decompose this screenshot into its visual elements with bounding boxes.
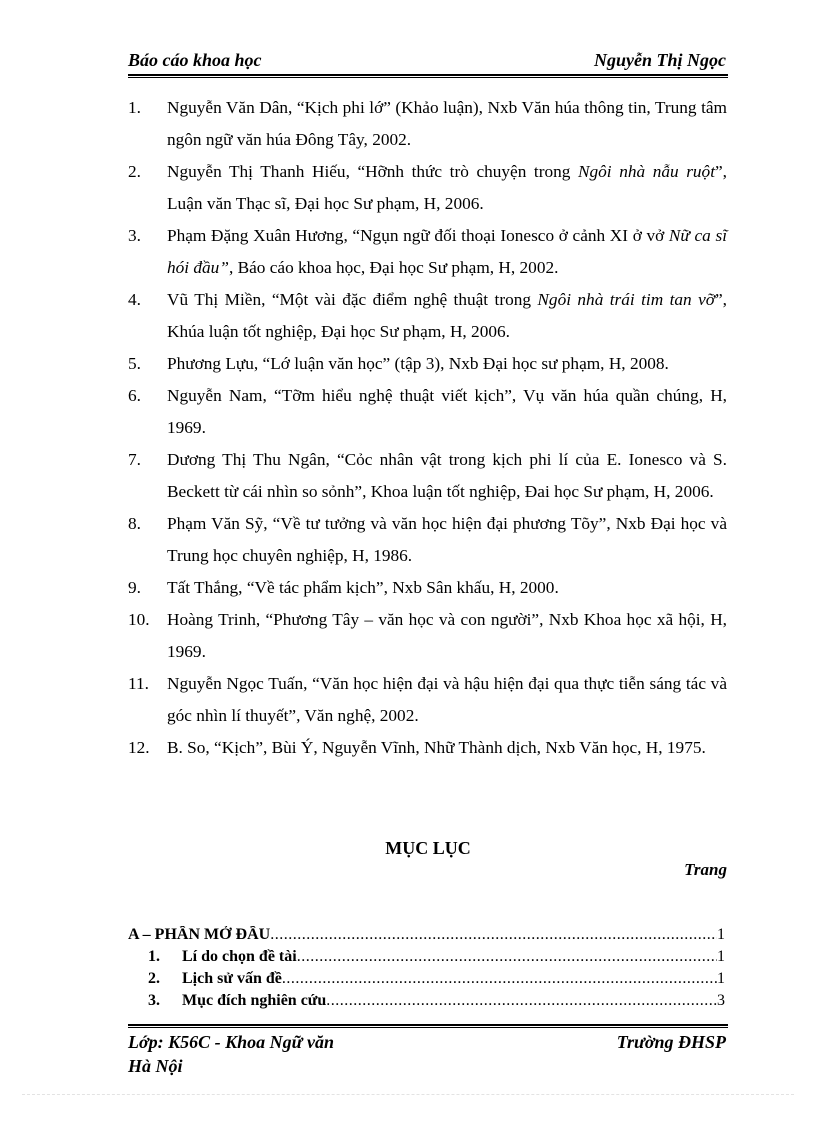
toc-entry-number: 2. [148, 970, 160, 987]
reference-item [128, 572, 727, 604]
reference-item [128, 668, 727, 732]
reference-text: B. So, “Kịch”, Bùi Ý, Nguyễn Vĩnh, Nhữ Thành dịch, Nxb Văn học, H, 1975. [167, 738, 706, 757]
reference-item [128, 604, 727, 668]
toc-entry[interactable] [128, 992, 725, 1014]
footer-school: Trường ĐHSP [616, 1032, 726, 1052]
reference-text-post: ”, Khúa luận tốt nghiệp, Đại học Sư phạm, H, 2006. [167, 290, 727, 341]
reference-text: Nguyễn Ngọc Tuấn, “Văn học hiện đại và hậu hiện đại qua thực tiễn sáng tác và góc nhìn lí thuyết”, Văn nghệ, 2002. [167, 674, 727, 725]
toc-entry-page: 1 [717, 970, 725, 987]
reference-item [128, 380, 727, 444]
table-of-contents [128, 926, 725, 1014]
reference-number: 9. [128, 578, 141, 597]
reference-number: 5. [128, 354, 141, 373]
toc-entry-label: A – PHẦN MỞ ĐẦU [128, 926, 271, 943]
reference-text [167, 156, 727, 220]
reference-text: Tất Thắng, “Về tác phẩm kịch”, Nxb Sân khấu, H, 2000. [167, 578, 559, 597]
reference-number: 6. [128, 386, 141, 405]
reference-item [128, 220, 727, 284]
toc-entry-page: 1 [717, 926, 725, 943]
reference-text: Phương Lựu, “Lớ luận văn học” (tập 3), Nxb Đại học sư phạm, H, 2008. [167, 354, 669, 373]
toc-leader-dots [326, 992, 717, 1010]
toc-entry-number: 3. [148, 992, 160, 1009]
reference-text-pre: Vũ Thị Miền, “Một vài đặc điểm nghệ thuật trong [167, 290, 538, 309]
reference-number: 3. [128, 226, 141, 245]
toc-entry-label: Lịch sử vấn đề [182, 970, 282, 987]
toc-entry-page: 3 [717, 992, 725, 1009]
footer-city: Hà Nội [128, 1056, 183, 1076]
toc-entry-number: 1. [148, 948, 160, 965]
reference-number: 1. [128, 98, 141, 117]
toc-entry[interactable] [128, 926, 725, 948]
reference-list [128, 92, 727, 764]
reference-text: Dương Thị Thu Ngân, “Cỏc nhân vật trong kịch phi lí của E. Ionesco và S. Beckett từ cái nhìn so sỏnh”, Khoa luận tốt nghiệp, Đai học Sư phạm, H, 2006. [167, 450, 727, 501]
reference-text [167, 220, 727, 284]
reference-number: 7. [128, 450, 141, 469]
header-rule-thin [128, 77, 728, 78]
reference-number: 8. [128, 514, 141, 533]
reference-text: Nguyễn Nam, “Tỡm hiểu nghệ thuật viết kịch”, Vụ văn húa quần chúng, H, 1969. [167, 386, 727, 437]
reference-text-post: , Báo cáo khoa học, Đại học Sư phạm, H, 2002. [228, 258, 559, 277]
page-header [128, 50, 726, 72]
reference-number: 4. [128, 290, 141, 309]
reference-item [128, 284, 727, 348]
reference-title-italic: Nữ ca sĩ hói đầu” [167, 226, 727, 277]
footer-class: Lớp: K56C - Khoa Ngữ văn [128, 1032, 334, 1052]
toc-entry-page: 1 [717, 948, 725, 965]
toc-entry[interactable] [128, 948, 725, 970]
reference-item [128, 92, 727, 156]
reference-item [128, 444, 727, 508]
reference-item [128, 508, 727, 572]
toc-leader-dots [282, 970, 717, 988]
reference-text [167, 284, 727, 348]
footer-rule-thin [128, 1027, 728, 1028]
reference-title-italic: Ngôi nhà trái tim tan vỡ [537, 290, 715, 309]
reference-item [128, 732, 727, 764]
reference-number: 11. [128, 674, 149, 693]
page-footer [128, 1030, 726, 1078]
toc-page-label: Trang [684, 860, 727, 879]
reference-item [128, 348, 727, 380]
reference-text: Nguyễn Văn Dân, “Kịch phi lớ” (Khảo luận), Nxb Văn húa thông tin, Trung tâm ngôn ngữ văn húa Đông Tây, 2002. [167, 98, 727, 149]
reference-number: 2. [128, 162, 141, 181]
reference-item [128, 156, 727, 220]
toc-entry[interactable] [128, 970, 725, 992]
reference-text-pre: Phạm Đặng Xuân Hương, “Ngụn ngữ đối thoại Ionesco ở cảnh XI ở vở [167, 226, 669, 245]
reference-title-italic: Ngôi nhà nẫu ruột [578, 162, 715, 181]
reference-text-post: ”, Luận văn Thạc sĩ, Đại học Sư phạm, H, 2006. [167, 162, 727, 213]
reference-number: 12. [128, 738, 150, 757]
reference-text: Hoàng Trinh, “Phương Tây – văn học và con người”, Nxb Khoa học xã hội, H, 1969. [167, 610, 727, 661]
header-rule [128, 74, 728, 76]
footer-rule [128, 1024, 728, 1026]
toc-entry-label: Lí do chọn đề tài [182, 948, 297, 965]
toc-leader-dots [297, 948, 717, 966]
toc-title: MỤC LỤC [385, 838, 471, 858]
reference-text: Phạm Văn Sỹ, “Về tư tưởng và văn học hiện đại phương Tõy”, Nxb Đại học và Trung học chuyên nghiệp, H, 1986. [167, 514, 727, 565]
header-title: Báo cáo khoa học [128, 50, 262, 70]
toc-leader-dots [270, 926, 717, 944]
reference-number: 10. [128, 610, 150, 629]
page-edge [22, 1094, 794, 1095]
toc-entry-label: Mục đích nghiên cứu [182, 992, 327, 1009]
header-author: Nguyễn Thị Ngọc [594, 50, 726, 70]
reference-text-pre: Nguyễn Thị Thanh Hiếu, “Hỡnh thức trò chuyện trong [167, 162, 578, 181]
